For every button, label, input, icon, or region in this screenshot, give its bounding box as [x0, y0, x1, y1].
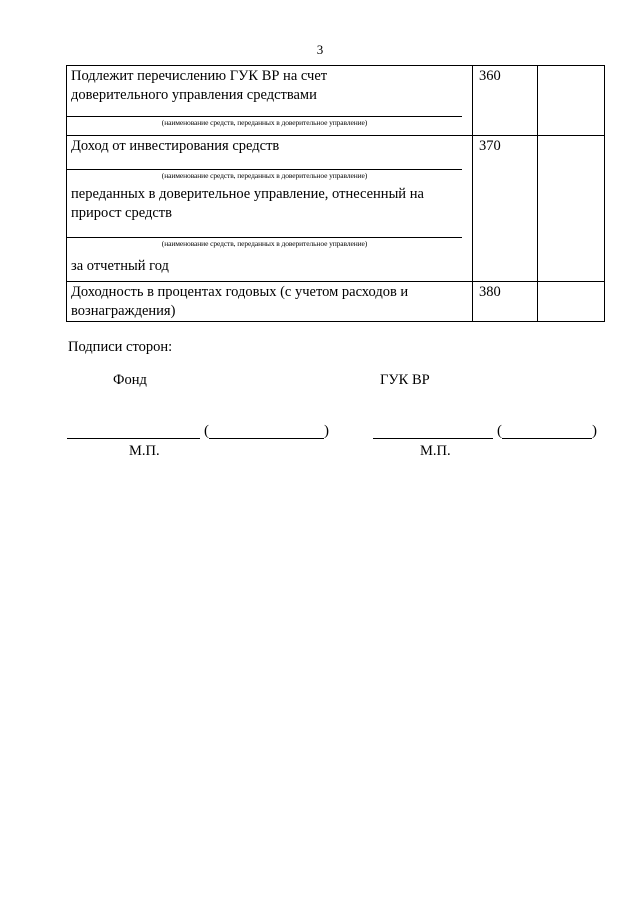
left-close-paren: ) — [324, 423, 329, 439]
fund-name-line — [67, 116, 462, 128]
left-open-paren: ( — [204, 423, 209, 439]
table-row — [67, 136, 605, 282]
left-name-line — [209, 438, 324, 439]
row-380-description — [67, 282, 473, 322]
row-360-value — [538, 66, 604, 68]
table-row — [67, 282, 605, 322]
row-380-code: 380 — [479, 284, 501, 300]
row-360-code-cell — [473, 66, 538, 136]
row-360-description — [67, 66, 473, 136]
fund-name-caption: (наименование средств, переданных в доверительное управление) — [161, 118, 368, 127]
row-380-line2: вознаграждения) — [71, 303, 176, 319]
row-370-code-cell — [473, 136, 538, 282]
row-380-value — [538, 282, 604, 284]
row-370-value — [538, 136, 604, 138]
row-370-value-cell — [538, 136, 605, 282]
left-stamp-label: М.П. — [129, 443, 160, 459]
page-number: 3 — [316, 42, 324, 57]
fund-name-line — [67, 169, 462, 181]
right-open-paren: ( — [497, 423, 502, 439]
row-380-line1: Доходность в процентах годовых (с учетом расходов и — [71, 284, 409, 300]
fund-name-line — [67, 237, 462, 249]
fund-name-caption: (наименование средств, переданных в доверительное управление) — [161, 171, 368, 180]
fund-name-caption: (наименование средств, переданных в доверительное управление) — [161, 239, 368, 248]
row-370-code: 370 — [479, 138, 501, 154]
right-stamp-label: М.П. — [420, 443, 451, 459]
right-name-line — [502, 438, 592, 439]
row-380-code-cell — [473, 282, 538, 322]
left-party-label: Фонд — [113, 372, 147, 388]
row-370-line3: прирост средств — [71, 205, 172, 221]
right-signature-line — [373, 438, 493, 439]
row-360-value-cell — [538, 66, 605, 136]
row-360-code: 360 — [479, 68, 501, 84]
row-370-line2: переданных в доверительное управление, отнесенный на — [71, 186, 424, 202]
right-party-label: ГУК ВР — [380, 372, 430, 388]
right-close-paren: ) — [592, 423, 597, 439]
row-370-line1: Доход от инвестирования средств — [71, 138, 280, 154]
left-signature-line — [67, 438, 200, 439]
row-370-description — [67, 136, 473, 282]
report-table — [66, 65, 605, 322]
row-360-line2: доверительного управления средствами — [71, 87, 317, 103]
row-360-line1: Подлежит перечислению ГУК ВР на счет — [71, 68, 328, 84]
row-380-value-cell — [538, 282, 605, 322]
signatures-title: Подписи сторон: — [68, 339, 173, 355]
table-row — [67, 66, 605, 136]
row-370-line4: за отчетный год — [71, 258, 169, 274]
